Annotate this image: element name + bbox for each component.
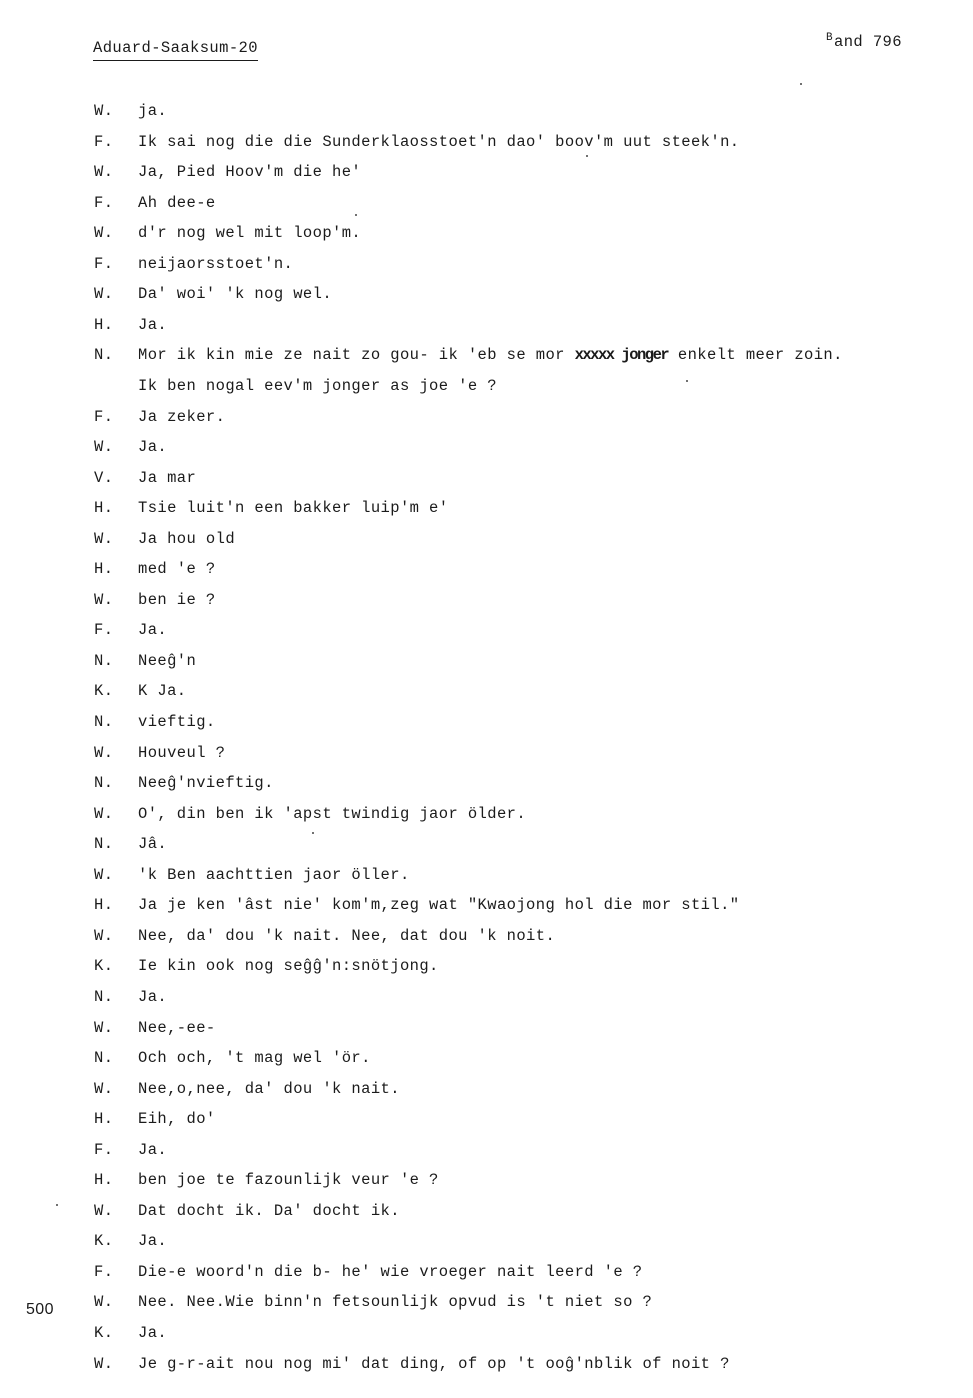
utterance-text <box>138 743 225 763</box>
utterance-main: Ja. <box>138 1141 168 1159</box>
speaker-label: W. <box>94 744 114 762</box>
speaker-label: N. <box>94 1049 114 1067</box>
utterance-text <box>138 1231 167 1251</box>
utterance-main: ben ie ? <box>138 591 216 609</box>
speaker-label: F. <box>94 1141 114 1159</box>
utterance-text <box>138 987 167 1007</box>
utterance-text <box>138 895 740 915</box>
speaker-label: N. <box>94 774 114 792</box>
utterance-text <box>138 193 216 213</box>
utterance-main: Ja zeker. <box>138 408 226 426</box>
utterance-main: Ah dee-e <box>138 194 216 212</box>
page-number: 500 <box>26 1301 54 1318</box>
utterance-text <box>138 956 439 976</box>
utterance-text <box>138 223 361 243</box>
utterance-main: med 'e ? <box>138 560 216 578</box>
speaker-label: F. <box>94 408 114 426</box>
utterance-main: O', din ben ik 'apst twindig jaor ölder. <box>138 805 527 823</box>
utterance-text <box>138 681 187 701</box>
utterance-text <box>138 1323 167 1343</box>
speaker-label: H. <box>94 1171 114 1189</box>
utterance-text <box>138 1354 730 1374</box>
utterance-main: Jâ. <box>138 835 168 853</box>
utterance-text <box>138 804 526 824</box>
utterance-main: Och och, 't mag wel 'ör. <box>138 1049 371 1067</box>
speaker-label: W. <box>94 805 114 823</box>
utterance-text <box>138 1201 400 1221</box>
utterance-text <box>138 620 167 640</box>
utterance-main: Da' woi' 'k nog wel. <box>138 285 333 303</box>
utterance-text <box>138 315 167 335</box>
utterance-main: Neeĝ'nvieftig. <box>138 774 274 792</box>
utterance-main: neijaorsstoet'n. <box>138 255 294 273</box>
band-prefix: B <box>826 32 834 44</box>
utterance-main: vieftig. <box>138 713 216 731</box>
utterance-text <box>138 1109 216 1129</box>
utterance-text <box>138 1262 642 1282</box>
utterance-main: K Ja. <box>138 682 187 700</box>
utterance-text <box>138 162 361 182</box>
utterance-main: Ja hou old <box>138 530 236 548</box>
utterance-after-strike: enkelt meer zoin. <box>668 346 843 364</box>
speaker-label: W. <box>94 285 114 303</box>
speaker-label: K. <box>94 1232 114 1250</box>
utterance-text <box>138 865 410 885</box>
speaker-label: N. <box>94 713 114 731</box>
speaker-label: W. <box>94 1019 114 1037</box>
utterance-text <box>138 712 216 732</box>
speaker-label: N. <box>94 346 114 364</box>
speaker-label: W. <box>94 866 114 884</box>
utterance-main: Ja mar <box>138 469 197 487</box>
utterance-main: Ja, Pied Hoov'm die he' <box>138 163 362 181</box>
utterance-main: Nee, da' dou 'k nait. Nee, dat dou 'k noit. <box>138 927 556 945</box>
utterance-text <box>138 254 293 274</box>
utterance-text <box>138 926 555 946</box>
utterance-text <box>138 437 167 457</box>
speaker-label: W. <box>94 1355 114 1373</box>
utterance-text <box>138 529 235 549</box>
utterance-main: Neeĝ'n <box>138 652 197 670</box>
utterance-main: Dat docht ik. Da' docht ik. <box>138 1202 400 1220</box>
utterance-text <box>138 559 216 579</box>
utterance-text <box>138 345 843 365</box>
utterance-text <box>138 1140 167 1160</box>
utterance-main: Nee. Nee.Wie binn'n fetsounlijk opvud is 't niet so ? <box>138 1293 653 1311</box>
utterance-text <box>138 407 225 427</box>
ink-speck <box>800 83 802 85</box>
band-number: and 796 <box>834 33 902 52</box>
speaker-label: H. <box>94 560 114 578</box>
utterance-text <box>138 1018 216 1038</box>
utterance-main: d'r nog wel mit loop'm. <box>138 224 362 242</box>
utterance-text <box>138 651 196 671</box>
speaker-label: N. <box>94 988 114 1006</box>
speaker-label: H. <box>94 316 114 334</box>
utterance-main: Die-e woord'n die b- he' wie vroeger nait leerd 'e ? <box>138 1263 643 1281</box>
utterance-main: Mor ik kin mie ze nait zo gou- ik 'eb se mor <box>138 346 565 364</box>
speaker-label: K. <box>94 682 114 700</box>
speaker-label: K. <box>94 957 114 975</box>
utterance-main: Je g-r-ait nou nog mi' dat ding, of op 't ooĝ'nblik of noit ? <box>138 1355 730 1373</box>
utterance-main: Ja. <box>138 988 168 1006</box>
utterance-main: 'k Ben aachttien jaor öller. <box>138 866 410 884</box>
utterance-main: ben joe te fazounlijk veur 'e ? <box>138 1171 439 1189</box>
utterance-main: Tsie luit'n een bakker luip'm e' <box>138 499 449 517</box>
utterance-main: Nee,o,nee, da' dou 'k nait. <box>138 1080 400 1098</box>
speaker-label: F. <box>94 194 114 212</box>
speaker-label: W. <box>94 591 114 609</box>
speaker-label: N. <box>94 835 114 853</box>
utterance-main: Ja. <box>138 621 168 639</box>
speaker-label: K. <box>94 1324 114 1342</box>
utterance-text <box>138 1079 400 1099</box>
speaker-label: W. <box>94 224 114 242</box>
speaker-label: W. <box>94 438 114 456</box>
utterance-main: Ie kin ook nog seĝĝ'n:snötjong. <box>138 957 439 975</box>
speaker-label: F. <box>94 1263 114 1281</box>
utterance-text <box>138 284 332 304</box>
speaker-label: H. <box>94 1110 114 1128</box>
utterance-main: Ja. <box>138 316 168 334</box>
utterance-text <box>138 1292 652 1312</box>
ink-speck <box>586 155 588 157</box>
utterance-main: ja. <box>138 102 168 120</box>
utterance-main: Ja. <box>138 438 168 456</box>
utterance-main: Ik sai nog die die Sunderklaosstoet'n dao' boov'm uut steek'n. <box>138 133 740 151</box>
utterance-text <box>138 498 448 518</box>
utterance-text <box>138 101 167 121</box>
speaker-label: W. <box>94 1293 114 1311</box>
utterance-continuation: Ik ben nogal eev'm jonger as joe 'e ? <box>138 377 497 395</box>
speaker-label: F. <box>94 621 114 639</box>
speaker-label: F. <box>94 255 114 273</box>
struck-out-text: xxxxx jonger <box>574 346 669 364</box>
utterance-text <box>138 834 167 854</box>
speaker-label: W. <box>94 530 114 548</box>
utterance-text <box>138 132 740 152</box>
speaker-label: W. <box>94 1202 114 1220</box>
utterance-text <box>138 773 274 793</box>
utterance-main: Ja. <box>138 1324 168 1342</box>
ink-speck <box>56 1204 58 1206</box>
speaker-label: W. <box>94 1080 114 1098</box>
speaker-label: W. <box>94 102 114 120</box>
utterance-main: Ja. <box>138 1232 168 1250</box>
utterance-main: Nee,-ee- <box>138 1019 216 1037</box>
ink-speck <box>312 832 314 834</box>
ink-speck <box>355 214 357 216</box>
utterance-text <box>138 1048 371 1068</box>
speaker-label: N. <box>94 652 114 670</box>
speaker-label: H. <box>94 896 114 914</box>
band-label <box>826 28 902 52</box>
utterance-main: Eih, do' <box>138 1110 216 1128</box>
document-title: Aduard-Saaksum-20 <box>93 38 258 61</box>
speaker-label: V. <box>94 469 114 487</box>
utterance-main: Houveul ? <box>138 744 226 762</box>
speaker-label: W. <box>94 927 114 945</box>
ink-speck <box>686 380 688 382</box>
utterance-text <box>138 468 196 488</box>
speaker-label: F. <box>94 133 114 151</box>
utterance-text <box>138 590 216 610</box>
utterance-main: Ja je ken 'âst nie' kom'm,zeg wat "Kwaojong hol die mor stil." <box>138 896 740 914</box>
speaker-label: H. <box>94 499 114 517</box>
utterance-text <box>138 1170 439 1190</box>
speaker-label: W. <box>94 163 114 181</box>
